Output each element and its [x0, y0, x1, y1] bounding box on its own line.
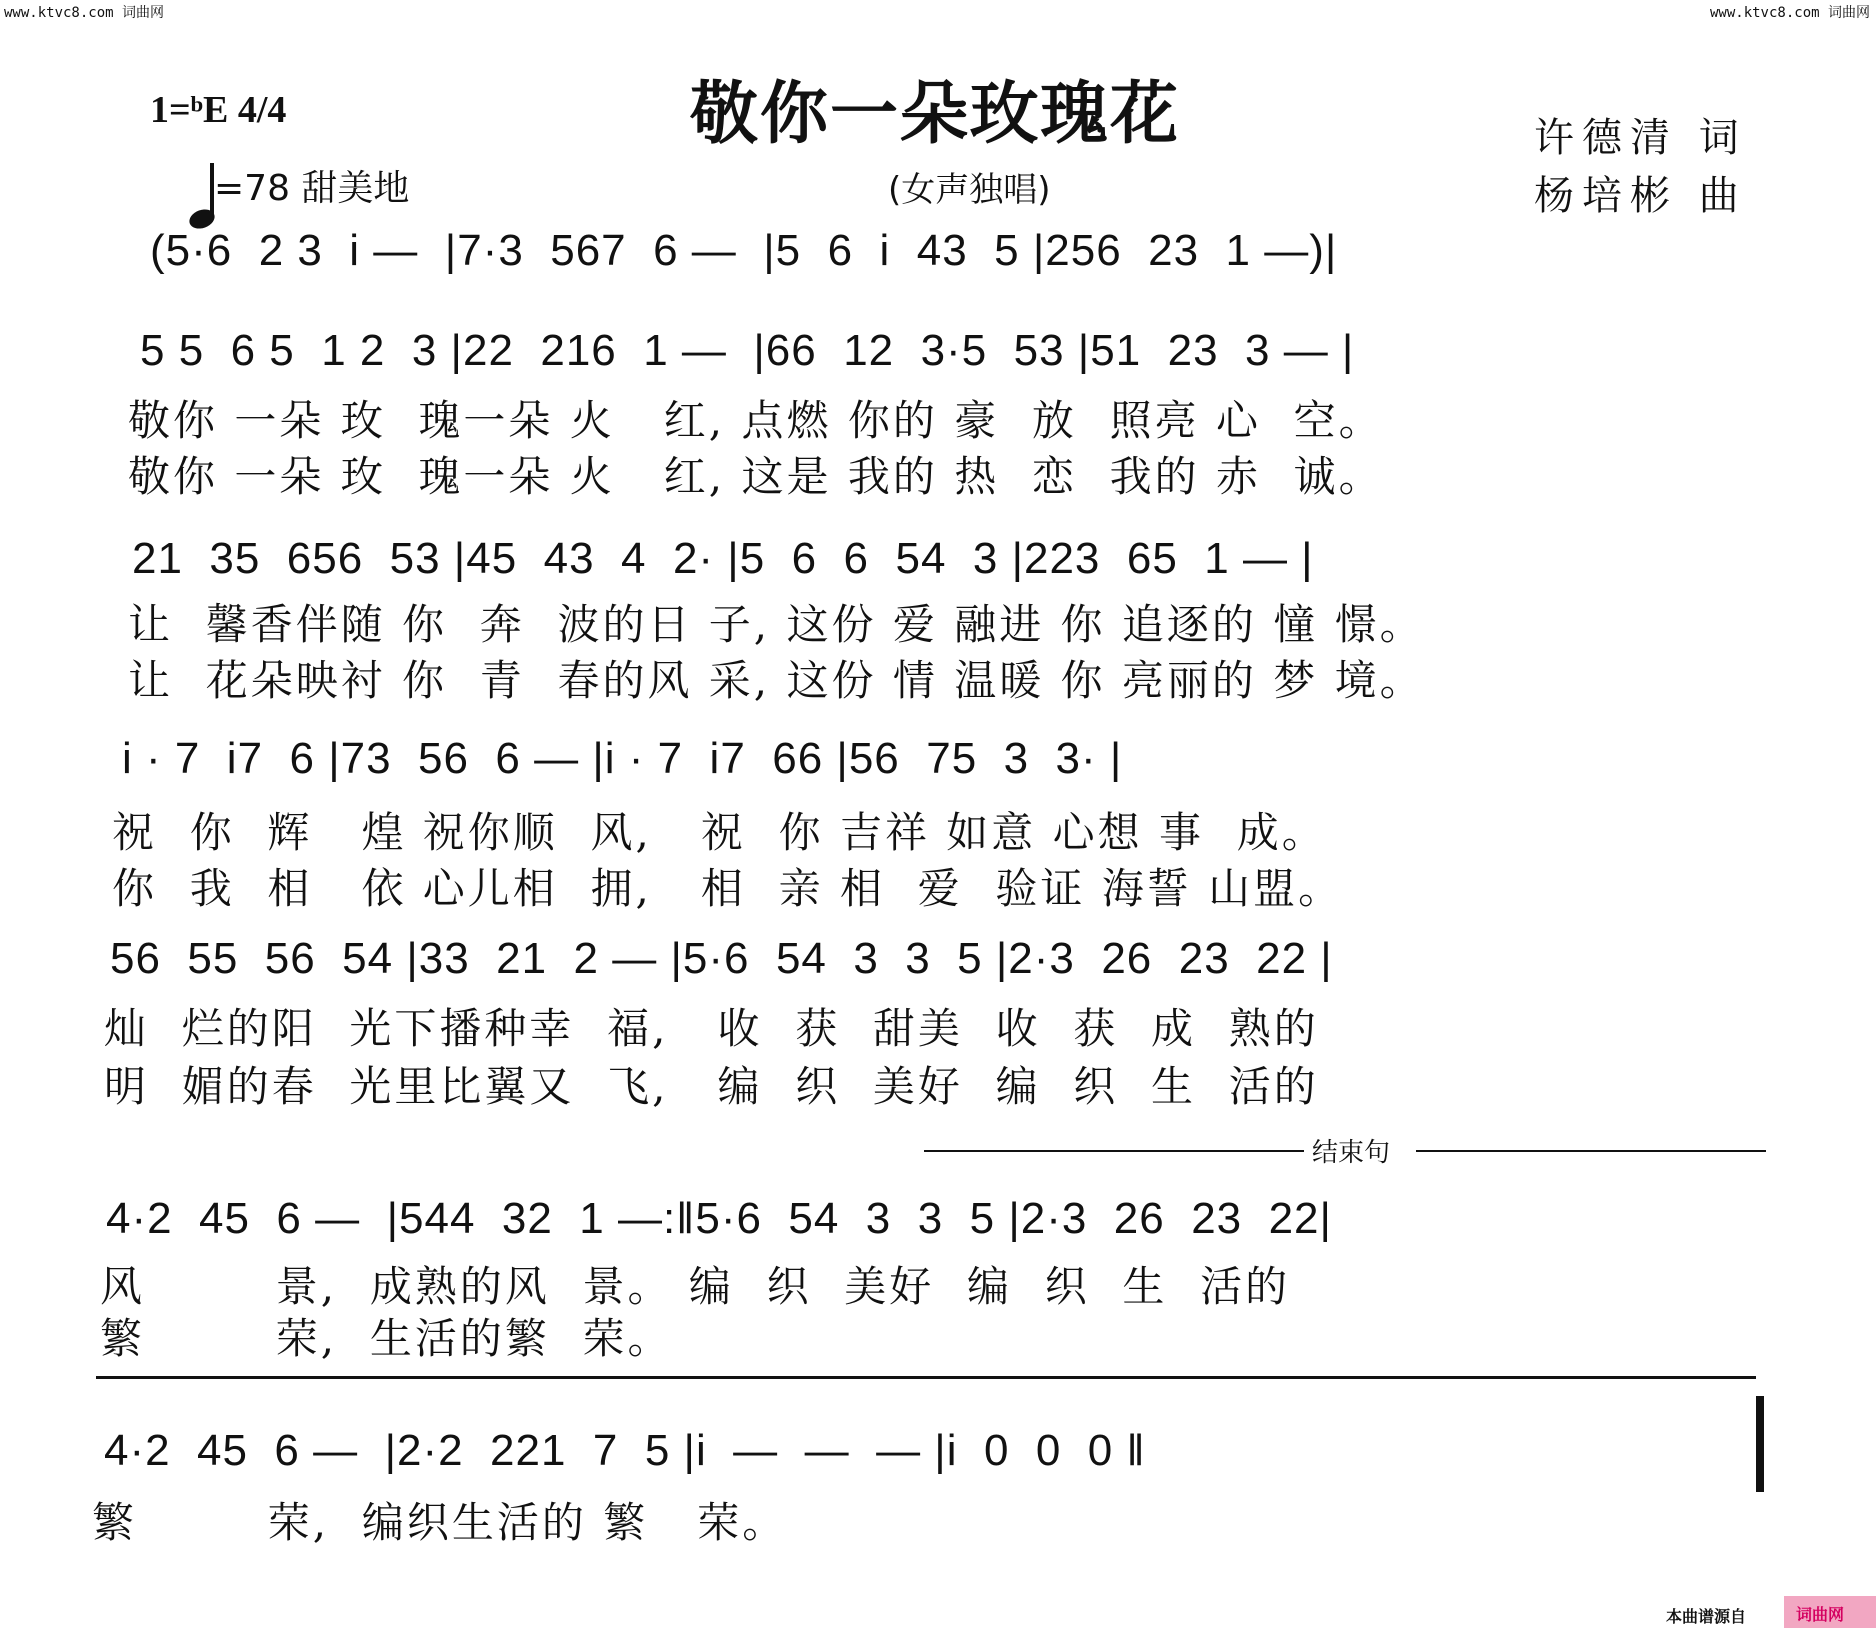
line-3-lyric-1: 祝 你 辉 煌 祝你顺 风, 祝 你 吉祥 如意 心想 事 成。 — [112, 808, 1327, 857]
footer-brand: 词曲网 — [1796, 1605, 1845, 1624]
line-1-lyric-1: 敬你 一朵 玫 瑰一朵 火 红, 点燃 你的 豪 放 照亮 心 空。 — [128, 396, 1384, 445]
final-barline — [1756, 1396, 1764, 1492]
final-line-rule — [96, 1376, 1756, 1379]
line-3-lyric-2: 你 我 相 依 心儿相 拥, 相 亲 相 爱 验证 海誓 山盟。 — [112, 864, 1344, 913]
line-5-notes: 4·2 45 6 — |544 32 1 —:‖5·6 54 3 3 5 |2·3 26 23 22| — [106, 1194, 1332, 1243]
line-6-lyric-1: 繁 荣, 编织生活的 繁 荣。 — [92, 1498, 788, 1547]
line-1-lyric-2: 敬你 一朵 玫 瑰一朵 火 红, 这是 我的 热 恋 我的 赤 诚。 — [128, 452, 1384, 501]
coda-rule-left — [924, 1150, 1304, 1152]
line-1-notes: 5 5 6 5 1 2 3 |22 216 1 — |66 12 3·5 53 |51 23 3 — | — [140, 326, 1355, 375]
line-4-lyric-2: 明 媚的春 光里比翼又 飞, 编 织 美好 编 织 生 活的 — [104, 1062, 1319, 1111]
line-5-lyric-2: 繁 荣, 生活的繁 荣。 — [100, 1314, 673, 1363]
watermark-left: www.ktvc8.com 词曲网 — [4, 5, 165, 21]
composer-credit: 杨培彬 曲 — [1534, 173, 1747, 219]
page-title: 敬你一朵玫瑰花 — [690, 74, 1181, 154]
line-3-notes: i · 7 i7 6 |73 56 6 — |i · 7 i7 66 |56 75 3 3· | — [122, 734, 1123, 783]
coda-rule-right — [1416, 1150, 1766, 1152]
key-signature: 1=ᵇE 4/4 — [150, 89, 287, 131]
line-2-lyric-2: 让 花朵映衬 你 青 春的风 采, 这份 情 温暖 你 亮丽的 梦 境。 — [128, 656, 1425, 705]
footer-source: 本曲谱源自 — [1666, 1607, 1747, 1626]
watermark-right: www.ktvc8.com 词曲网 — [1709, 5, 1870, 21]
lyricist-credit: 许德清 词 — [1534, 115, 1747, 161]
subtitle: (女声独唱) — [888, 170, 1051, 210]
line-5-lyric-1: 风 景, 成熟的风 景。 编 织 美好 编 织 生 活的 — [100, 1262, 1291, 1311]
line-4-notes: 56 55 56 54 |33 21 2 — |5·6 54 3 3 5 |2·3 26 23 22 | — [110, 934, 1333, 983]
coda-label: 结束句 — [1312, 1138, 1391, 1168]
line-2-lyric-1: 让 馨香伴随 你 奔 波的日 子, 这份 爱 融进 你 追逐的 憧 憬。 — [128, 600, 1425, 649]
line-4-lyric-1: 灿 烂的阳 光下播种幸 福, 收 获 甜美 收 获 成 熟的 — [104, 1004, 1319, 1053]
footer-brand-badge — [1784, 1596, 1876, 1628]
line-6-notes: 4·2 45 6 — |2·2 221 7 5 |i — — — |i 0 0 0 ‖ — [104, 1426, 1146, 1475]
line-2-notes: 21 35 656 53 |45 43 4 2· |5 6 6 54 3 |223 65 1 — | — [132, 534, 1314, 583]
tempo-marking: =78 甜美地 — [214, 168, 410, 209]
intro-notes: (5·6 2 3 i — |7·3 567 6 — |5 6 i 43 5 |256 23 1 —)| — [150, 226, 1338, 275]
